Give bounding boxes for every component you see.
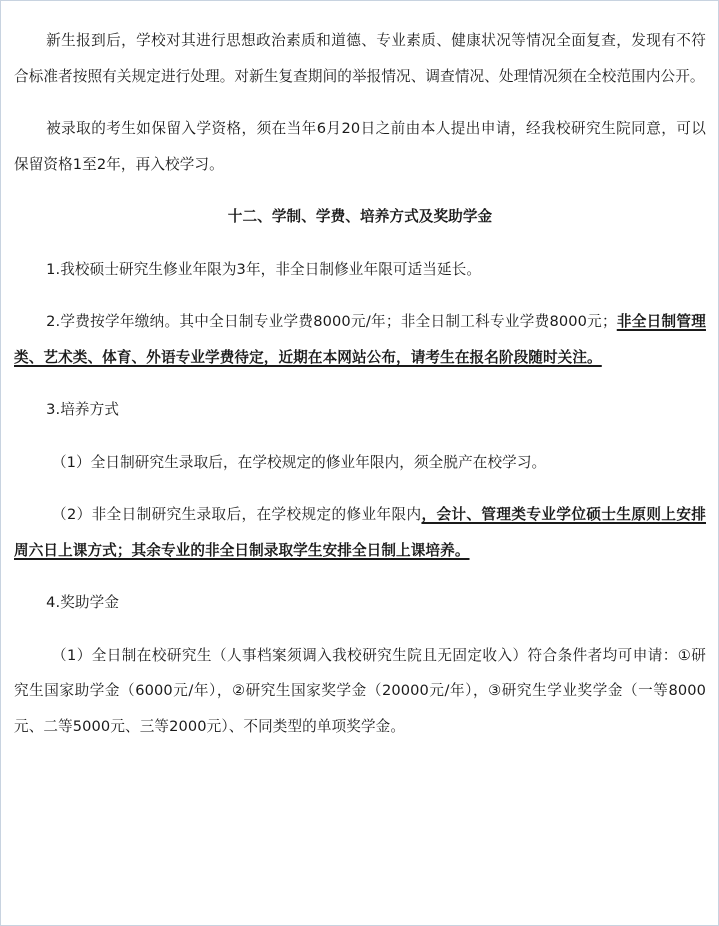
paragraph-item-4-1-scholarship-detail: （1）全日制在校研究生（人事档案须调入我校研究生院且无固定收入）符合条件者均可申请：①研究生国家助学金（6000元/年），②研究生国家奖学金（20000元/年），③研究生学业奖学金（一等8000元、二等5000元、三等2000元）、不同类型的单项奖学金。 — [14, 646, 706, 735]
parttime-text: （2）非全日制研究生录取后，在学校规定的修业年限内 — [51, 506, 422, 523]
paragraph-item-3-2-parttime — [14, 497, 706, 568]
parttime-emphasis-text: ，会计、管理类专业学位硕士生原则上安排周六日上课方式；其余专业的非全日制录取学生安排全日制上课培养。 — [14, 506, 706, 559]
paragraph-item-2-tuition — [14, 304, 706, 375]
paragraph-item-1-duration: 1.我校硕士研究生修业年限为3年，非全日制修业年限可适当延长。 — [46, 260, 482, 278]
paragraph-item-4-scholarship: 4.奖助学金 — [46, 594, 120, 611]
tuition-text: 2.学费按学年缴纳。其中全日制专业学费8000元/年；非全日制工科专业学费8000元； — [46, 313, 617, 330]
paragraph-reserve-admission: 被录取的考生如保留入学资格，须在当年6月20日之前由本人提出申请，经我校研究生院同意，可以保留资格1至2年，再入校学习。 — [14, 120, 706, 173]
paragraph-new-student-review: 新生报到后，学校对其进行思想政治素质和道德、专业素质、健康状况等情况全面复查，发现有不符合标准者按照有关规定进行处理。对新生复查期间的举报情况、调查情况、处理情况须在全校范围内公开。 — [14, 32, 706, 85]
document-content — [14, 23, 706, 744]
paragraph-item-3-training: 3.培养方式 — [46, 401, 120, 418]
paragraph-item-3-1-fulltime: （1）全日制研究生录取后，在学校规定的修业年限内，须全脱产在校学习。 — [51, 453, 547, 471]
section-heading: 十二、学制、学费、培养方式及奖助学金 — [227, 208, 493, 225]
tuition-emphasis-text: 非全日制管理类、艺术类、体育、外语专业学费待定，近期在本网站公布，请考生在报名阶段随时关注。 — [14, 313, 706, 366]
